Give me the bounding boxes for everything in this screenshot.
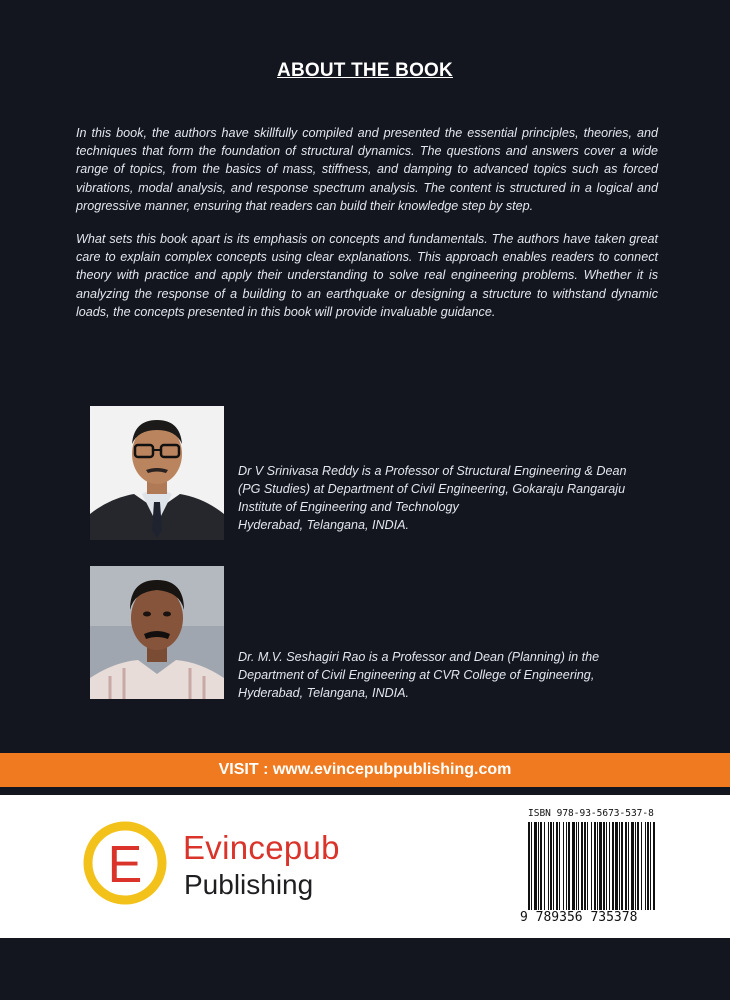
about-paragraph-1: In this book, the authors have skillfully compiled and presented the essential principles, theories, and techniques that form the foundation of structural dynamics. The questions and answers cover a wide range of topics, from the basics of mass, stiffness, and damping to advanced topics such as forced vibrations, modal analysis, and response spectrum analysis. The content is structured in a logical and progressive manner, ensuring that readers can build their knowledge step by step.	[76, 126, 658, 213]
author-photo-2	[90, 566, 224, 699]
visit-banner	[0, 753, 730, 787]
about-paragraph-2: What sets this book apart is its emphasis on concepts and fundamentals. The authors have taken great care to explain complex concepts using clear explanations. This approach enables readers to connect theory with practice and apply their understanding to solve real engineering problems. Whether it is analyzing the response of a building to an earthquake or designing a structure to withstand dynamic loads, the concepts presented in this book will provide invaluable guidance.	[76, 232, 658, 319]
author-photo-1	[90, 406, 224, 540]
isbn-barcode	[520, 808, 660, 928]
logo-letter: E	[107, 836, 143, 894]
visit-url-text[interactable]: VISIT : www.evincepubpublishing.com	[218, 761, 512, 778]
barcode-bars	[520, 822, 660, 910]
isbn-label: ISBN 978-93-5673-537-8	[528, 808, 654, 819]
author-bio-2-line: Department of Civil Engineering at CVR College of Engineering,	[238, 668, 595, 682]
publisher-logo-icon	[82, 820, 168, 906]
author-bio-1-line: Dr V Srinivasa Reddy is a Professor of Structural Engineering & Dean	[238, 464, 627, 478]
section-title: ABOUT THE BOOK	[277, 60, 453, 81]
author-bio-1-line: Hyderabad, Telangana, INDIA.	[238, 518, 410, 532]
author-bio-1-line: Institute of Engineering and Technology	[238, 500, 459, 514]
author-bio-2-line: Hyderabad, Telangana, INDIA.	[238, 686, 410, 700]
author-bio-1	[238, 462, 658, 534]
author-bio-2-line: Dr. M.V. Seshagiri Rao is a Professor and Dean (Planning) in the	[238, 650, 600, 664]
author-bio-1-line: (PG Studies) at Department of Civil Engineering, Gokaraju Rangaraju	[238, 482, 626, 496]
publisher-name-line1: Evincepub	[183, 829, 340, 866]
publisher-name-line2: Publishing	[184, 869, 314, 900]
author-bio-2	[238, 648, 658, 702]
publisher-panel	[0, 795, 730, 938]
isbn-digits: 9 789356 735378	[520, 910, 638, 925]
